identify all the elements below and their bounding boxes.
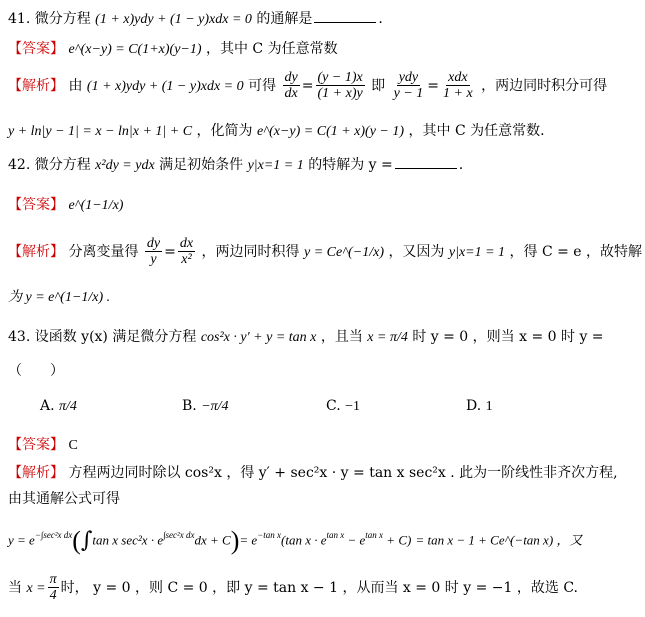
fraction: $\frac{\text{ydy}}{y - 1}$ (393, 70, 424, 102)
q43-stem: 43. 设函数 y(x) 满足微分方程 cos²x · y′ + y = tan x ，且当 x = π/4 时 y = 0 ，则当 x = 0 时 y = (8, 329, 604, 345)
q43-answer: 【答案】 C (8, 437, 78, 453)
fraction: $\frac{\text{xdx}}{1 + x}$ (443, 70, 473, 102)
option-c[interactable]: C. −1 (326, 398, 361, 414)
q43-analysis-1: 【解析】 方程两边同时除以 cos²x ，得 y′ + sec²x · y = tan x sec²x . 此为一阶线性非齐次方程, (8, 465, 618, 481)
option-b[interactable]: B. −π/4 (182, 398, 229, 414)
option-d[interactable]: D. 1 (466, 398, 493, 414)
analysis-tag: 【解析】 (8, 77, 64, 94)
analysis-tag: 【解析】 (8, 243, 64, 260)
q41-analysis-2: y + ln|y − 1| = x − ln|x + 1| + C ，化简为 e^(x−y) = C(1 + x)(y − 1) ，其中 C 为任意常数. (8, 123, 545, 139)
answer-tag: 【答案】 (8, 41, 64, 57)
fraction: $\frac{dy}{dx}$ (284, 70, 298, 102)
q43-analysis-4: 当 x = $\frac{\pi}{4}$ 时， y = 0 ，则 C = 0 ，即 y = tan x − 1 ，从而当 x = 0 时 y = −1 ，故选 C. (8, 572, 578, 604)
answer-blank (395, 156, 457, 169)
answer-tag: 【答案】 (8, 197, 64, 213)
q42-analysis-2: 为 y = e^(1−1/x) . (8, 290, 111, 305)
q43-general-solution: $y = e^{-\int sec^2x dx}(\int\tan$ x $\sec^2x \cdot e^{\int sec^2x dx}dx + C)= e^{-tan x}(\tan$ $x \cdot e^{tan x} - e^{tan x} + C) = \tan x - 1$ + Ce^(−tan x) ，又 (8, 526, 583, 555)
q42-answer: 【答案】 e^(1−1/x) (8, 197, 124, 213)
q41-analysis-1: 【解析】 由 (1 + x)ydy + (1 − y)xdx = 0 可得 $\frac{dy}{dx}$ = $\frac{(y - 1)x}{(1 + x)y}$ 即 $\frac{\text{ydy}}{y - 1}$ = $\frac{\text{xdx}}{1 + x}$ ，两边同时积分可得 (8, 70, 608, 102)
fraction: $\frac{(y - 1)x}{(1 + x)y}$ (317, 70, 363, 102)
q42-analysis-1: 【解析】 分离变量得 $\frac{dy}{y}$ = $\frac{dx}{\text{x²}}$ ，两边同时积得 y = Ce^(−1/x) ，又因为 y|x=1 = 1 ，得 C = e ，故特解 (8, 236, 643, 268)
q43-analysis-2: 由其通解公式可得 (8, 491, 120, 507)
fraction: $\frac{\pi}{4}$ (49, 572, 57, 604)
q41-stem: 41. 微分方程 (1 + x)ydy + (1 − y)xdx = 0 的通解是 . (8, 11, 383, 27)
answer-tag: 【答案】 (8, 437, 64, 453)
q43-paren: （ ） (8, 363, 64, 379)
option-a[interactable]: A. π/4 (40, 398, 77, 414)
analysis-tag: 【解析】 (8, 465, 64, 481)
q42-stem: 42. 微分方程 x²dy = ydx 满足初始条件 y|x=1 = 1 的特解为 y = . (8, 157, 464, 173)
q41-answer: 【答案】 e^(x−y) = C(1+x)(y−1) ，其中 C 为任意常数 (8, 41, 338, 57)
fraction: $\frac{dx}{\text{x²}}$ (179, 236, 194, 268)
fraction: $\frac{dy}{y}$ (146, 236, 161, 268)
answer-blank (314, 10, 376, 23)
